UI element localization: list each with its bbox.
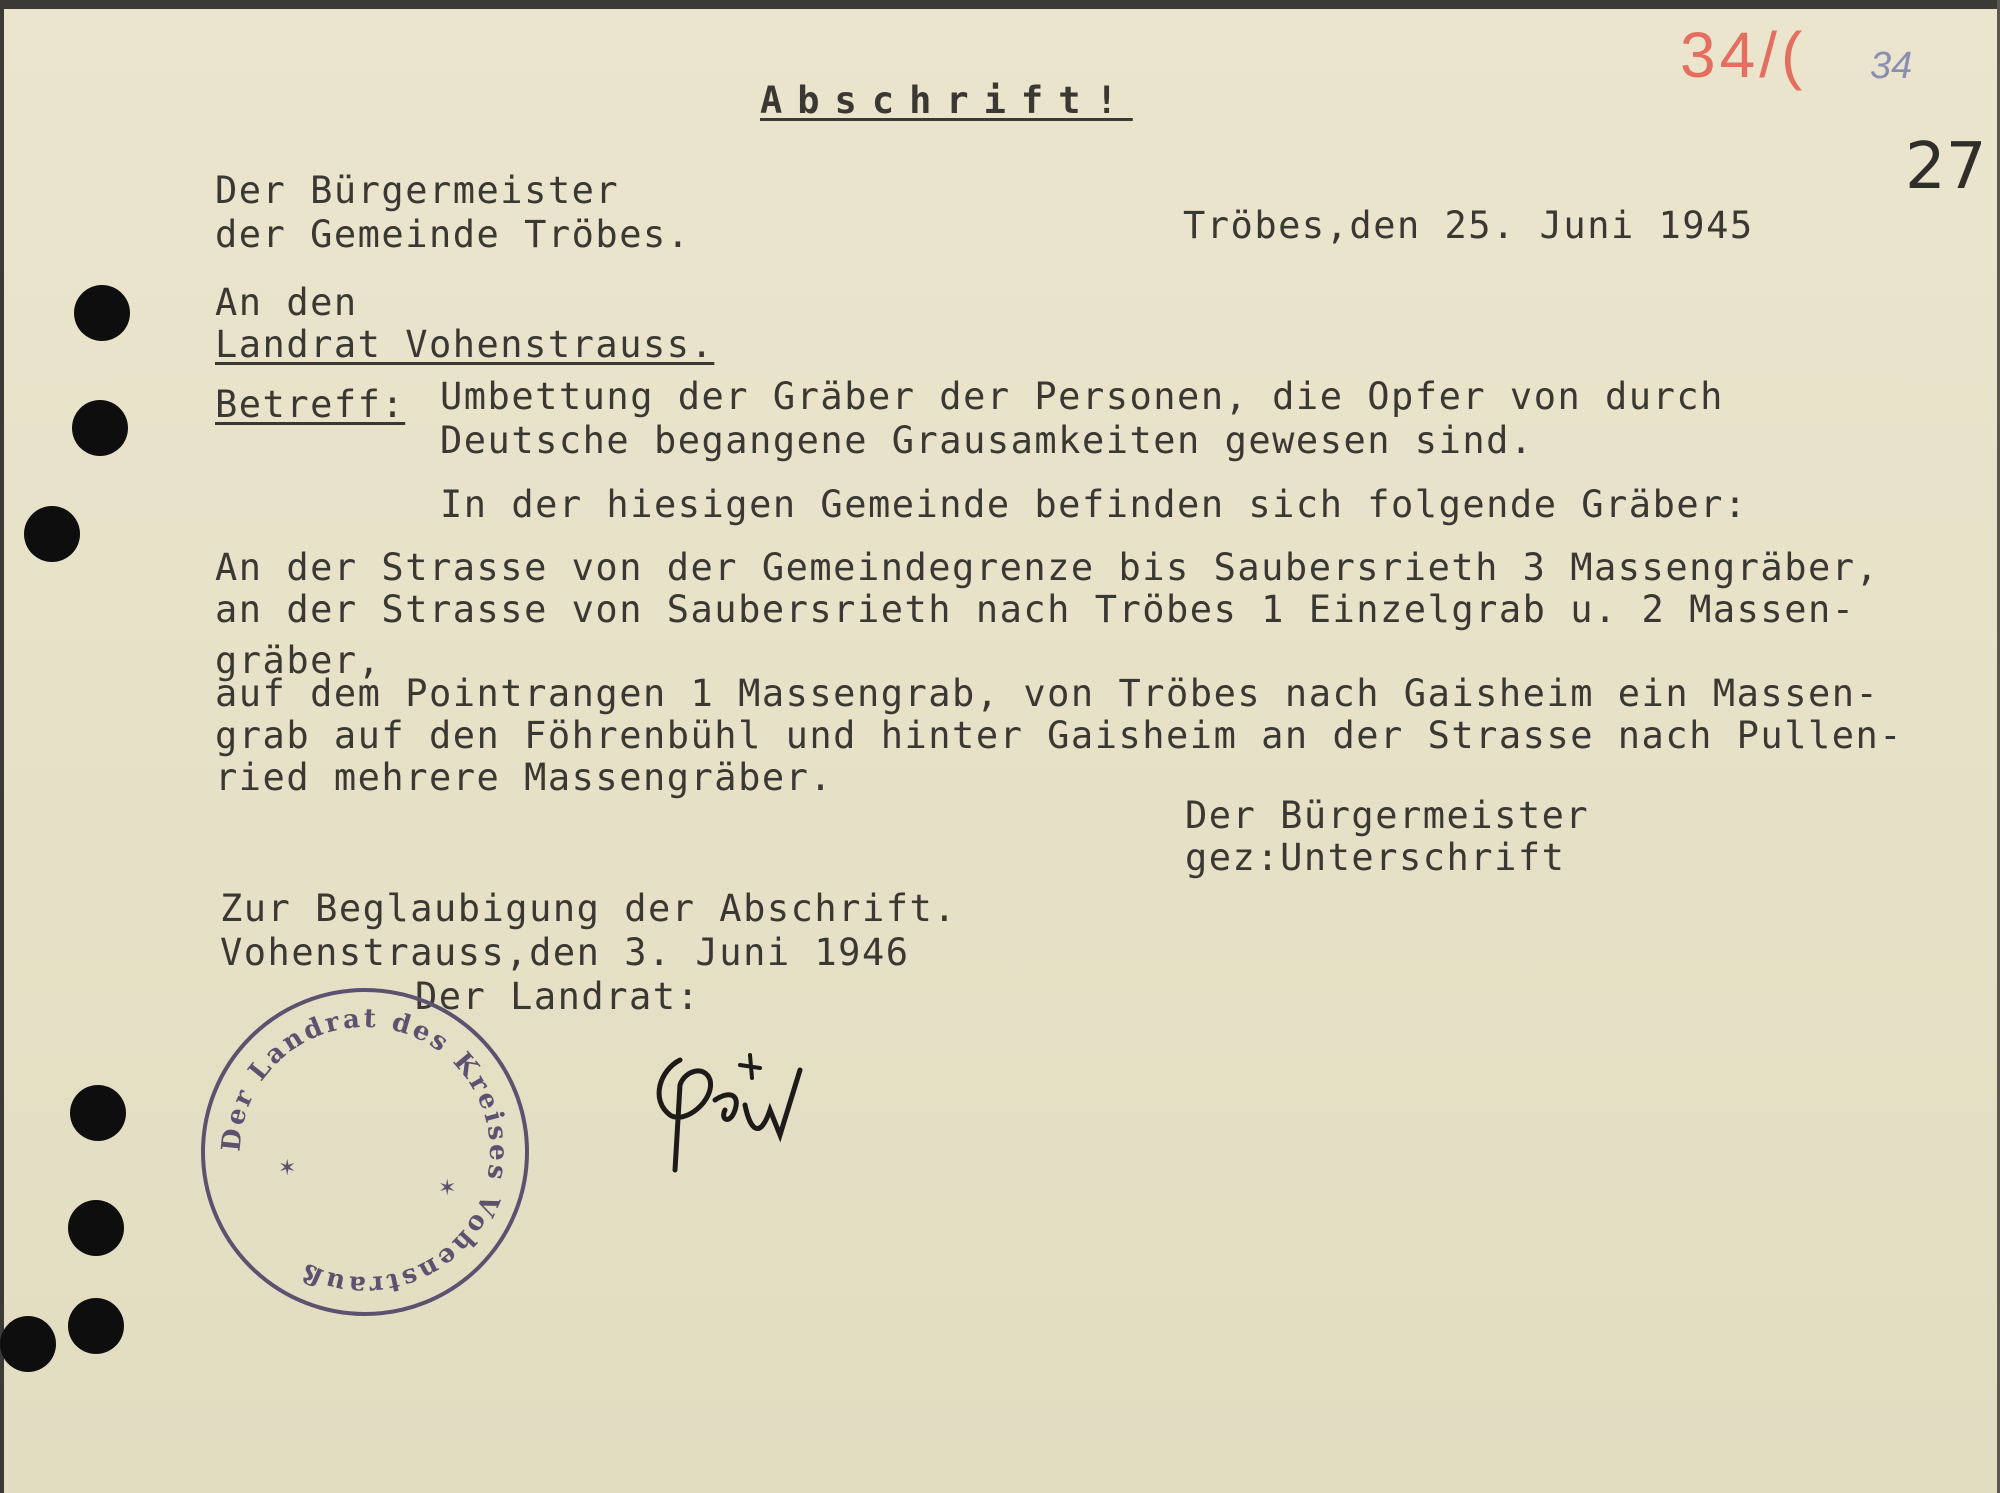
seal-text: Der Landrat des Kreises Vohenstrauß bbox=[216, 1003, 514, 1301]
page-number: 27 bbox=[1905, 130, 1987, 204]
handwritten-signature bbox=[640, 1040, 840, 1190]
subject-line-1: Umbettung der Gräber der Personen, die Opfer von durch bbox=[440, 375, 1724, 418]
recipient-line-2: Landrat Vohenstrauss. bbox=[215, 323, 715, 366]
punch-hole bbox=[70, 1085, 126, 1141]
body-line: grab auf den Föhrenbühl und hinter Gaisheim an der Strasse nach Pullen- bbox=[215, 714, 1904, 757]
svg-text:✶: ✶ bbox=[438, 1176, 457, 1201]
scan-edge-left bbox=[0, 0, 4, 1493]
official-seal-stamp bbox=[198, 985, 533, 1320]
svg-text:Der Landrat des Kreises Vohens bbox=[216, 1004, 513, 1301]
archive-number-suffix: 34 bbox=[1870, 45, 1913, 87]
recipient-line-1: An den bbox=[215, 281, 358, 324]
punch-hole bbox=[68, 1200, 124, 1256]
body-line: gräber, bbox=[215, 639, 382, 682]
body-line: An der Strasse von der Gemeindegrenze bis Saubersrieth 3 Massengräber, bbox=[215, 546, 1880, 589]
punch-hole bbox=[72, 400, 128, 456]
body-intro: In der hiesigen Gemeinde befinden sich folgende Gräber: bbox=[440, 483, 1748, 526]
sender-line-2: der Gemeinde Tröbes. bbox=[215, 213, 691, 256]
punch-hole bbox=[68, 1298, 124, 1354]
punch-hole bbox=[24, 506, 80, 562]
subject-label: Betreff: bbox=[215, 383, 406, 426]
body-line: ried mehrere Massengräber. bbox=[215, 756, 834, 799]
archive-number: 34/( bbox=[1680, 19, 1807, 91]
body-line: an der Strasse von Saubersrieth nach Tröbes 1 Einzelgrab u. 2 Massen- bbox=[215, 588, 1856, 631]
certification-line-1: Zur Beglaubigung der Abschrift. bbox=[220, 887, 958, 930]
punch-hole bbox=[0, 1316, 56, 1372]
closing-line-2: gez:Unterschrift bbox=[1185, 836, 1566, 879]
scan-edge-top bbox=[0, 0, 2000, 9]
document-title: Abschrift! bbox=[760, 79, 1133, 122]
body-line: auf dem Pointrangen 1 Massengrab, von Tröbes nach Gaisheim ein Massen- bbox=[215, 672, 1880, 715]
certification-line-3: Der Landrat: bbox=[415, 975, 701, 1018]
letter-date: Tröbes,den 25. Juni 1945 bbox=[1183, 204, 1754, 247]
certification-line-2: Vohenstrauss,den 3. Juni 1946 bbox=[220, 931, 910, 974]
sender-line-1: Der Bürgermeister bbox=[215, 169, 620, 212]
closing-line-1: Der Bürgermeister bbox=[1185, 794, 1590, 837]
subject-line-2: Deutsche begangene Grausamkeiten gewesen sind. bbox=[440, 419, 1534, 462]
punch-hole bbox=[74, 285, 130, 341]
svg-text:✶: ✶ bbox=[278, 1156, 297, 1181]
